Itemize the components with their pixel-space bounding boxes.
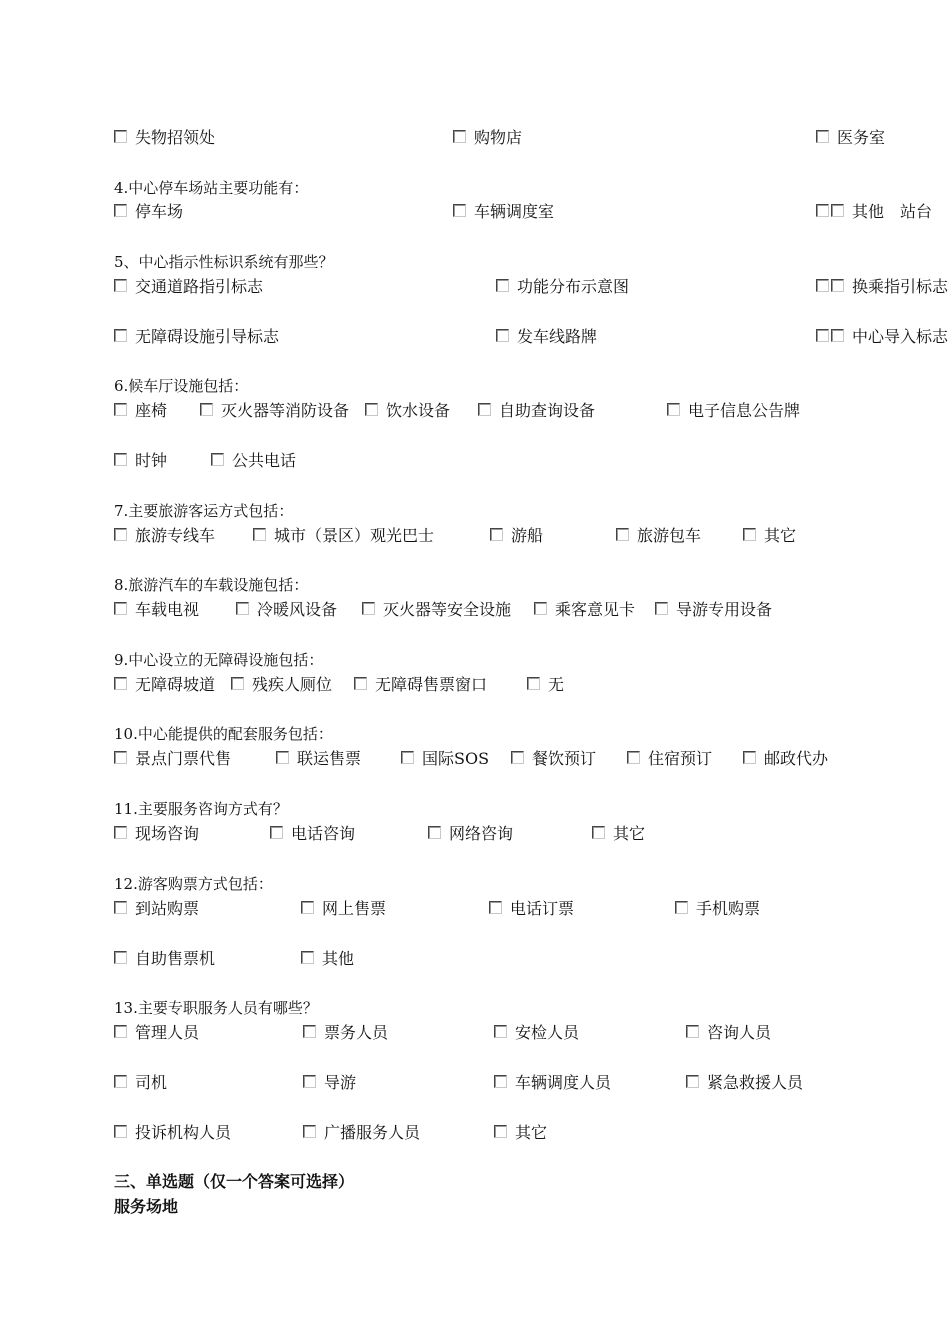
option-label: 无障碍设施引导标志: [135, 327, 280, 346]
option-cruise[interactable]: [490, 527, 543, 545]
option-label: 游船: [511, 526, 544, 545]
option-postal[interactable]: [743, 750, 828, 768]
option-ticket-agency[interactable]: [114, 750, 231, 768]
option-e-board[interactable]: [667, 402, 800, 420]
checkbox-icon[interactable]: [816, 130, 829, 143]
option-phone-consult[interactable]: [270, 825, 355, 843]
checkbox-icon[interactable]: [114, 1025, 127, 1038]
question-title: 5、中心指示性标识系统有那些？: [114, 253, 334, 271]
checkbox-icon[interactable]: [494, 1125, 507, 1138]
checkbox-icon[interactable]: [743, 528, 756, 541]
question-title: 4.中心停车场站主要功能有：: [114, 179, 309, 197]
option-joint-ticketing[interactable]: [276, 750, 361, 768]
option-label: 公共电话: [232, 451, 297, 470]
checkbox-icon[interactable]: [667, 403, 680, 416]
option-station-ticket[interactable]: [114, 900, 199, 918]
option-label: 广播服务人员: [324, 1123, 421, 1142]
option-safety[interactable]: [362, 601, 511, 619]
option-onsite[interactable]: [114, 825, 199, 843]
checkbox-icon[interactable]: [686, 1075, 699, 1088]
option-other-platform[interactable]: [816, 203, 932, 221]
option-label: 无障碍坡道: [135, 675, 216, 694]
option-none[interactable]: [527, 676, 564, 694]
checkbox-icon[interactable]: [489, 901, 502, 914]
option-label: 网络咨询: [449, 824, 514, 843]
option-public-phone[interactable]: [211, 452, 296, 470]
option-rescue-staff[interactable]: [686, 1074, 803, 1092]
option-label: 导游专用设备: [676, 600, 773, 619]
option-online-ticket[interactable]: [301, 900, 386, 918]
checkbox-icon[interactable]: [114, 901, 127, 914]
option-other[interactable]: [301, 950, 354, 968]
checkbox-icon[interactable]: [114, 951, 127, 964]
checkbox-icon[interactable]: [114, 1125, 127, 1138]
option-tour-line[interactable]: [114, 527, 215, 545]
option-label: 餐饮预订: [532, 749, 597, 768]
option-clock[interactable]: [114, 452, 167, 470]
question-title: 8.旅游汽车的车载设施包括：: [114, 576, 309, 594]
checkbox-icon[interactable]: [270, 826, 283, 839]
option-label: 其它: [515, 1123, 548, 1142]
checkbox-icon[interactable]: [303, 1075, 316, 1088]
option-label: 导游: [324, 1073, 357, 1092]
option-phone-ticket[interactable]: [489, 900, 574, 918]
option-broadcast-staff[interactable]: [303, 1124, 420, 1142]
checkbox-icon[interactable]: [253, 528, 266, 541]
option-seats[interactable]: [114, 402, 167, 420]
option-label: 座椅: [135, 401, 168, 420]
option-ticketing-staff[interactable]: [303, 1024, 388, 1042]
option-label: 电子信息公告牌: [688, 401, 801, 420]
checkbox-icon[interactable]: [616, 528, 629, 541]
option-dispatch-room[interactable]: [453, 203, 554, 221]
checkbox-icon[interactable]: [816, 204, 829, 217]
checkbox-icon[interactable]: [236, 602, 249, 615]
checkbox-icon[interactable]: [401, 751, 414, 764]
option-label: 换乘指引标志: [852, 277, 949, 296]
option-label: 冷暖风设备: [257, 600, 338, 619]
option-label: 乘客意见卡: [555, 600, 636, 619]
checkbox-icon[interactable]: [592, 826, 605, 839]
checkbox-icon[interactable]: [494, 1075, 507, 1088]
question-title: 11.主要服务咨询方式有？: [114, 800, 288, 818]
checkbox-icon[interactable]: [114, 1075, 127, 1088]
checkbox-icon[interactable]: [114, 826, 127, 839]
option-shop[interactable]: [453, 129, 522, 147]
option-self-query[interactable]: [478, 402, 595, 420]
checkbox-icon[interactable]: [276, 751, 289, 764]
question-title: 9.中心设立的无障碍设施包括：: [114, 651, 324, 669]
option-label: 交通道路指引标志: [135, 277, 264, 296]
option-feedback-card[interactable]: [534, 601, 635, 619]
option-label: 其它: [613, 824, 646, 843]
checkbox-icon[interactable]: [231, 677, 244, 690]
option-online-consult[interactable]: [428, 825, 513, 843]
option-label: 车辆调度人员: [515, 1073, 612, 1092]
option-label: 其他: [322, 949, 355, 968]
option-label: 失物招领处: [135, 128, 216, 147]
option-accessibility-signs[interactable]: [114, 328, 279, 346]
option-label: 医务室: [837, 128, 886, 147]
checkbox-icon[interactable]: [511, 751, 524, 764]
option-accessible-toilet[interactable]: [231, 676, 332, 694]
option-label: 旅游专线车: [135, 526, 216, 545]
checkbox-icon[interactable]: [114, 403, 127, 416]
checkbox-icon[interactable]: [496, 279, 509, 292]
option-entry-signs[interactable]: [816, 328, 948, 346]
option-label: 联运售票: [297, 749, 362, 768]
option-charter[interactable]: [616, 527, 701, 545]
option-label: 无: [548, 675, 565, 694]
checkbox-icon[interactable]: [494, 1025, 507, 1038]
option-label: 购物店: [474, 128, 523, 147]
checkbox-icon[interactable]: [453, 130, 466, 143]
option-dispatch-staff[interactable]: [494, 1074, 611, 1092]
option-guide[interactable]: [303, 1074, 356, 1092]
option-label: 车辆调度室: [474, 202, 555, 221]
option-label: 管理人员: [135, 1023, 200, 1042]
question-title: 12.游客购票方式包括：: [114, 875, 273, 893]
checkbox-icon[interactable]: [354, 677, 367, 690]
checkbox-icon[interactable]: [816, 279, 829, 292]
checkbox-icon[interactable]: [114, 453, 127, 466]
checkbox-icon[interactable]: [743, 751, 756, 764]
checkbox-icon[interactable]: [303, 1125, 316, 1138]
option-label: 灭火器等消防设备: [221, 401, 350, 420]
option-label: 电话咨询: [291, 824, 356, 843]
option-label: 自助查询设备: [499, 401, 596, 420]
option-ramp[interactable]: [114, 676, 215, 694]
section-subheading: 服务场地: [114, 1197, 179, 1216]
checkbox-icon[interactable]: [365, 403, 378, 416]
option-label: 无障碍售票窗口: [375, 675, 488, 694]
option-driver[interactable]: [114, 1074, 167, 1092]
option-label: 安检人员: [515, 1023, 580, 1042]
option-label: 票务人员: [324, 1023, 389, 1042]
checkbox-icon[interactable]: [831, 204, 844, 217]
checkbox-icon[interactable]: [831, 329, 844, 342]
checkbox-icon[interactable]: [490, 528, 503, 541]
option-management[interactable]: [114, 1024, 199, 1042]
option-hvac[interactable]: [236, 601, 337, 619]
option-lost-and-found[interactable]: [114, 129, 215, 147]
option-label: 现场咨询: [135, 824, 200, 843]
option-label: 城市（景区）观光巴士: [274, 526, 435, 545]
option-sos[interactable]: [401, 750, 489, 768]
option-label: 司机: [135, 1073, 168, 1092]
option-accessible-window[interactable]: [354, 676, 487, 694]
checkbox-icon[interactable]: [114, 279, 127, 292]
option-label: 电话订票: [510, 899, 575, 918]
checkbox-icon[interactable]: [301, 901, 314, 914]
option-label: 车载电视: [135, 600, 200, 619]
option-tv[interactable]: [114, 601, 199, 619]
question-title: 13.主要专职服务人员有哪些？: [114, 999, 318, 1017]
checkbox-icon[interactable]: [453, 204, 466, 217]
option-fire-equipment[interactable]: [200, 402, 349, 420]
checkbox-icon[interactable]: [686, 1025, 699, 1038]
option-label: 自助售票机: [135, 949, 216, 968]
checkbox-icon[interactable]: [527, 677, 540, 690]
option-label: 网上售票: [322, 899, 387, 918]
option-clinic[interactable]: [816, 129, 885, 147]
checkbox-icon[interactable]: [114, 602, 127, 615]
checkbox-icon[interactable]: [496, 329, 509, 342]
checkbox-icon[interactable]: [211, 453, 224, 466]
option-label: 其他 站台: [852, 202, 933, 221]
option-guide-equipment[interactable]: [655, 601, 772, 619]
checkbox-icon[interactable]: [428, 826, 441, 839]
option-label: 到站购票: [135, 899, 200, 918]
checkbox-icon[interactable]: [831, 279, 844, 292]
option-label: 残疾人厕位: [252, 675, 333, 694]
option-complaint-staff[interactable]: [114, 1124, 231, 1142]
checkbox-icon[interactable]: [675, 901, 688, 914]
option-label: 紧急救援人员: [707, 1073, 804, 1092]
option-label: 住宿预订: [648, 749, 713, 768]
option-transfer-signs[interactable]: [816, 278, 948, 296]
option-parking[interactable]: [114, 203, 183, 221]
option-label: 灭火器等安全设施: [383, 600, 512, 619]
checkbox-icon[interactable]: [816, 329, 829, 342]
option-label: 停车场: [135, 202, 184, 221]
option-label: 其它: [764, 526, 797, 545]
option-label: 发车线路牌: [517, 327, 598, 346]
question-title: 7.主要旅游客运方式包括：: [114, 502, 294, 520]
option-label: 时钟: [135, 451, 168, 470]
option-label: 中心导入标志: [852, 327, 949, 346]
option-security-staff[interactable]: [494, 1024, 579, 1042]
option-mobile-ticket[interactable]: [675, 900, 760, 918]
option-ticket-machine[interactable]: [114, 950, 215, 968]
checkbox-icon[interactable]: [114, 528, 127, 541]
option-label: 邮政代办: [764, 749, 829, 768]
option-other[interactable]: [592, 825, 645, 843]
checkbox-icon[interactable]: [534, 602, 547, 615]
option-sightseeing-bus[interactable]: [253, 527, 434, 545]
option-other[interactable]: [494, 1124, 547, 1142]
option-water[interactable]: [365, 402, 450, 420]
option-label: 投诉机构人员: [135, 1123, 232, 1142]
question-title: 10.中心能提供的配套服务包括：: [114, 725, 333, 743]
checkbox-icon[interactable]: [478, 403, 491, 416]
checkbox-icon[interactable]: [301, 951, 314, 964]
option-route-board[interactable]: [496, 328, 597, 346]
option-lodging[interactable]: [627, 750, 712, 768]
checkbox-icon[interactable]: [114, 677, 127, 690]
checkbox-icon[interactable]: [114, 329, 127, 342]
option-road-signs[interactable]: [114, 278, 263, 296]
checkbox-icon[interactable]: [362, 602, 375, 615]
checkbox-icon[interactable]: [655, 602, 668, 615]
checkbox-icon[interactable]: [200, 403, 213, 416]
option-function-map[interactable]: [496, 278, 629, 296]
question-title: 6.候车厅设施包括：: [114, 377, 249, 395]
section-heading: 三、单选题（仅一个答案可选择）: [114, 1172, 355, 1191]
checkbox-icon[interactable]: [114, 130, 127, 143]
option-dining[interactable]: [511, 750, 596, 768]
checkbox-icon[interactable]: [114, 204, 127, 217]
option-label: 国际SOS: [422, 749, 490, 768]
option-label: 咨询人员: [707, 1023, 772, 1042]
option-label: 景点门票代售: [135, 749, 232, 768]
option-label: 功能分布示意图: [517, 277, 630, 296]
checkbox-icon[interactable]: [627, 751, 640, 764]
checkbox-icon[interactable]: [114, 751, 127, 764]
option-label: 手机购票: [696, 899, 761, 918]
option-label: 旅游包车: [637, 526, 702, 545]
option-other[interactable]: [743, 527, 796, 545]
option-label: 饮水设备: [386, 401, 451, 420]
checkbox-icon[interactable]: [303, 1025, 316, 1038]
option-consult-staff[interactable]: [686, 1024, 771, 1042]
